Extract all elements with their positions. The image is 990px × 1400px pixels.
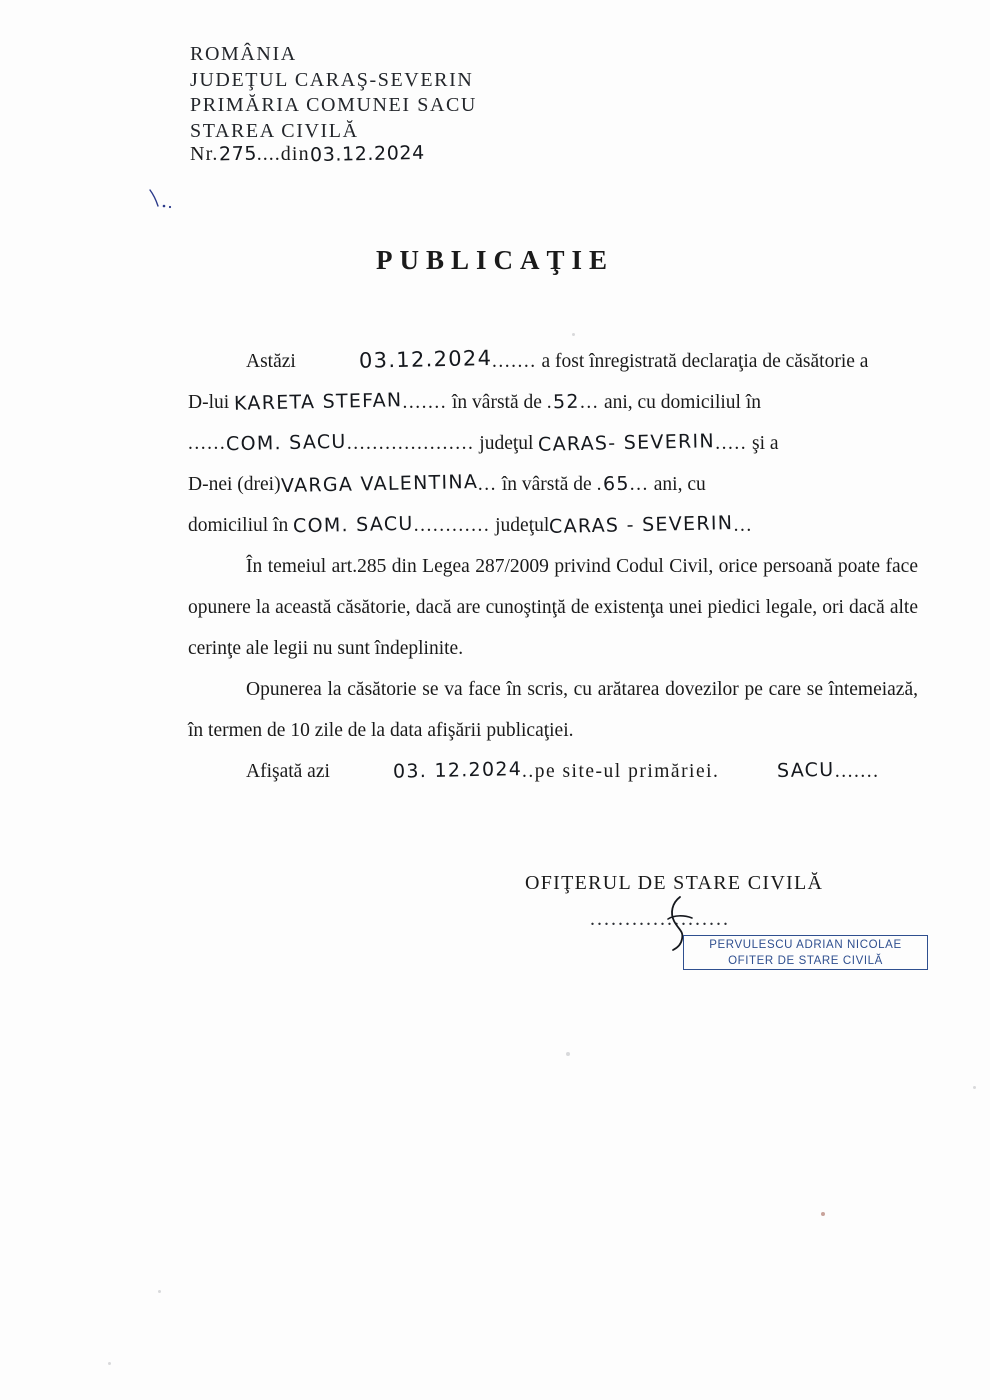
afisata-label: Afişată azi (246, 761, 330, 782)
astazi-label: Astăzi (246, 351, 296, 372)
bride-address-dots: ............ (413, 515, 491, 536)
scan-speck (108, 1362, 111, 1365)
site-dots: ....... (834, 761, 880, 782)
bride-county: CARAS - SEVERIN (549, 512, 734, 538)
scan-speck (158, 1290, 161, 1293)
groom-age-label: în vârstă de (452, 392, 542, 413)
stray-pen-mark (148, 188, 178, 210)
din-value: 03.12.2024 (309, 141, 425, 167)
document-title: PUBLICAŢIE (375, 245, 615, 275)
bride-county-dots: ... (733, 515, 753, 536)
bride-age-dots: ... (629, 474, 649, 495)
letterhead-country: ROMÂNIA (190, 43, 297, 65)
officer-stamp (683, 935, 928, 970)
groom-address: COM. SACU (226, 430, 348, 456)
bride-age-lead-dot: . (596, 474, 603, 495)
letterhead-county: JUDEŢUL CARAŞ-SEVERIN (190, 68, 474, 91)
signature-title: OFIŢERUL DE STARE CIVILĂ (525, 872, 824, 894)
letterhead (190, 42, 477, 144)
astazi-value: 03.12.2024 (358, 346, 493, 373)
astazi-tail: a fost înregistrată declaraţia de căsătorie a (541, 351, 869, 372)
body-line-2 (188, 382, 918, 423)
stamp-officer-name: PERVULESCU ADRIAN NICOLAE (709, 939, 902, 951)
groom-domiciliu-label: ani, cu domiciliul în (603, 392, 761, 413)
site-value: SACU (777, 758, 836, 782)
body-line-5 (188, 505, 918, 546)
scan-speck (821, 1212, 825, 1216)
groom-county-dots: ..... (715, 433, 748, 454)
groom-address-dots: .................... (346, 433, 475, 454)
bride-judet-label: judeţul (495, 515, 550, 536)
din-label: din (280, 143, 310, 165)
signature-dots-left: ........... (590, 908, 667, 930)
groom-age-dots: ... (579, 392, 600, 413)
posting-line (188, 751, 918, 792)
afisata-value: 03. 12.2024 (392, 758, 523, 783)
bride-ani-label: ani, cu (653, 474, 706, 495)
document-body (188, 340, 918, 792)
groom-age-lead-dot: . (546, 392, 554, 413)
bride-age: 65 (602, 472, 630, 496)
nr-dots: .... (256, 143, 281, 165)
dnei-label: D-nei (drei) (188, 474, 281, 495)
bride-address: COM. SACU (292, 512, 414, 538)
groom-name: KARETA STEFAN (233, 389, 403, 415)
signature-dots-right: ......... (667, 908, 730, 930)
dlui-label: D-lui (188, 392, 230, 413)
nr-label: Nr. (190, 143, 219, 165)
scan-speck (973, 1086, 976, 1089)
legal-paragraph-2: Opunerea la căsătorie se va face în scris, cu arătarea dovezilor pe care se întemeiază, în termen de 10 zile de la data afişării publicaţiei. (188, 679, 918, 741)
legal-paragraph-1: În temeiul art.285 din Legea 287/2009 privind Codul Civil, orice persoană poate face opunere la această căsătorie, dacă are cunoştinţă de existenţa unei piedici legale, ori dacă alte cerinţe ale legii nu sunt îndeplinite. (188, 556, 918, 659)
letterhead-cityhall: PRIMĂRIA COMUNEI SACU (190, 94, 477, 117)
bride-age-label: în vârstă de (501, 474, 592, 495)
groom-age: 52 (552, 390, 581, 414)
body-line-3 (188, 423, 918, 464)
si-a-label: şi a (752, 433, 779, 454)
body-line-1 (188, 340, 918, 382)
body-line-4 (188, 464, 918, 505)
letterhead-department: STAREA CIVILĂ (190, 119, 359, 142)
groom-address-lead-dots: ...... (188, 433, 227, 454)
afisata-mid-dots: ..pe site-ul primăriei. (521, 761, 720, 782)
scan-speck (566, 1052, 570, 1056)
bride-domiciliu-label: domiciliul în (188, 515, 289, 536)
bride-name: VARGA VALENTINA (280, 470, 479, 498)
astazi-dots: ....... (491, 351, 537, 372)
registration-number-line (190, 143, 425, 166)
scan-speck (572, 333, 575, 336)
nr-value: 275 (218, 142, 257, 166)
stamp-officer-role: OFITER DE STARE CIVILĂ (728, 955, 883, 967)
groom-judet-label: judeţul (479, 433, 534, 454)
groom-name-dots: ....... (402, 392, 448, 413)
bride-name-dots: ... (477, 474, 497, 495)
groom-county: CARAS- SEVERIN (538, 430, 716, 456)
